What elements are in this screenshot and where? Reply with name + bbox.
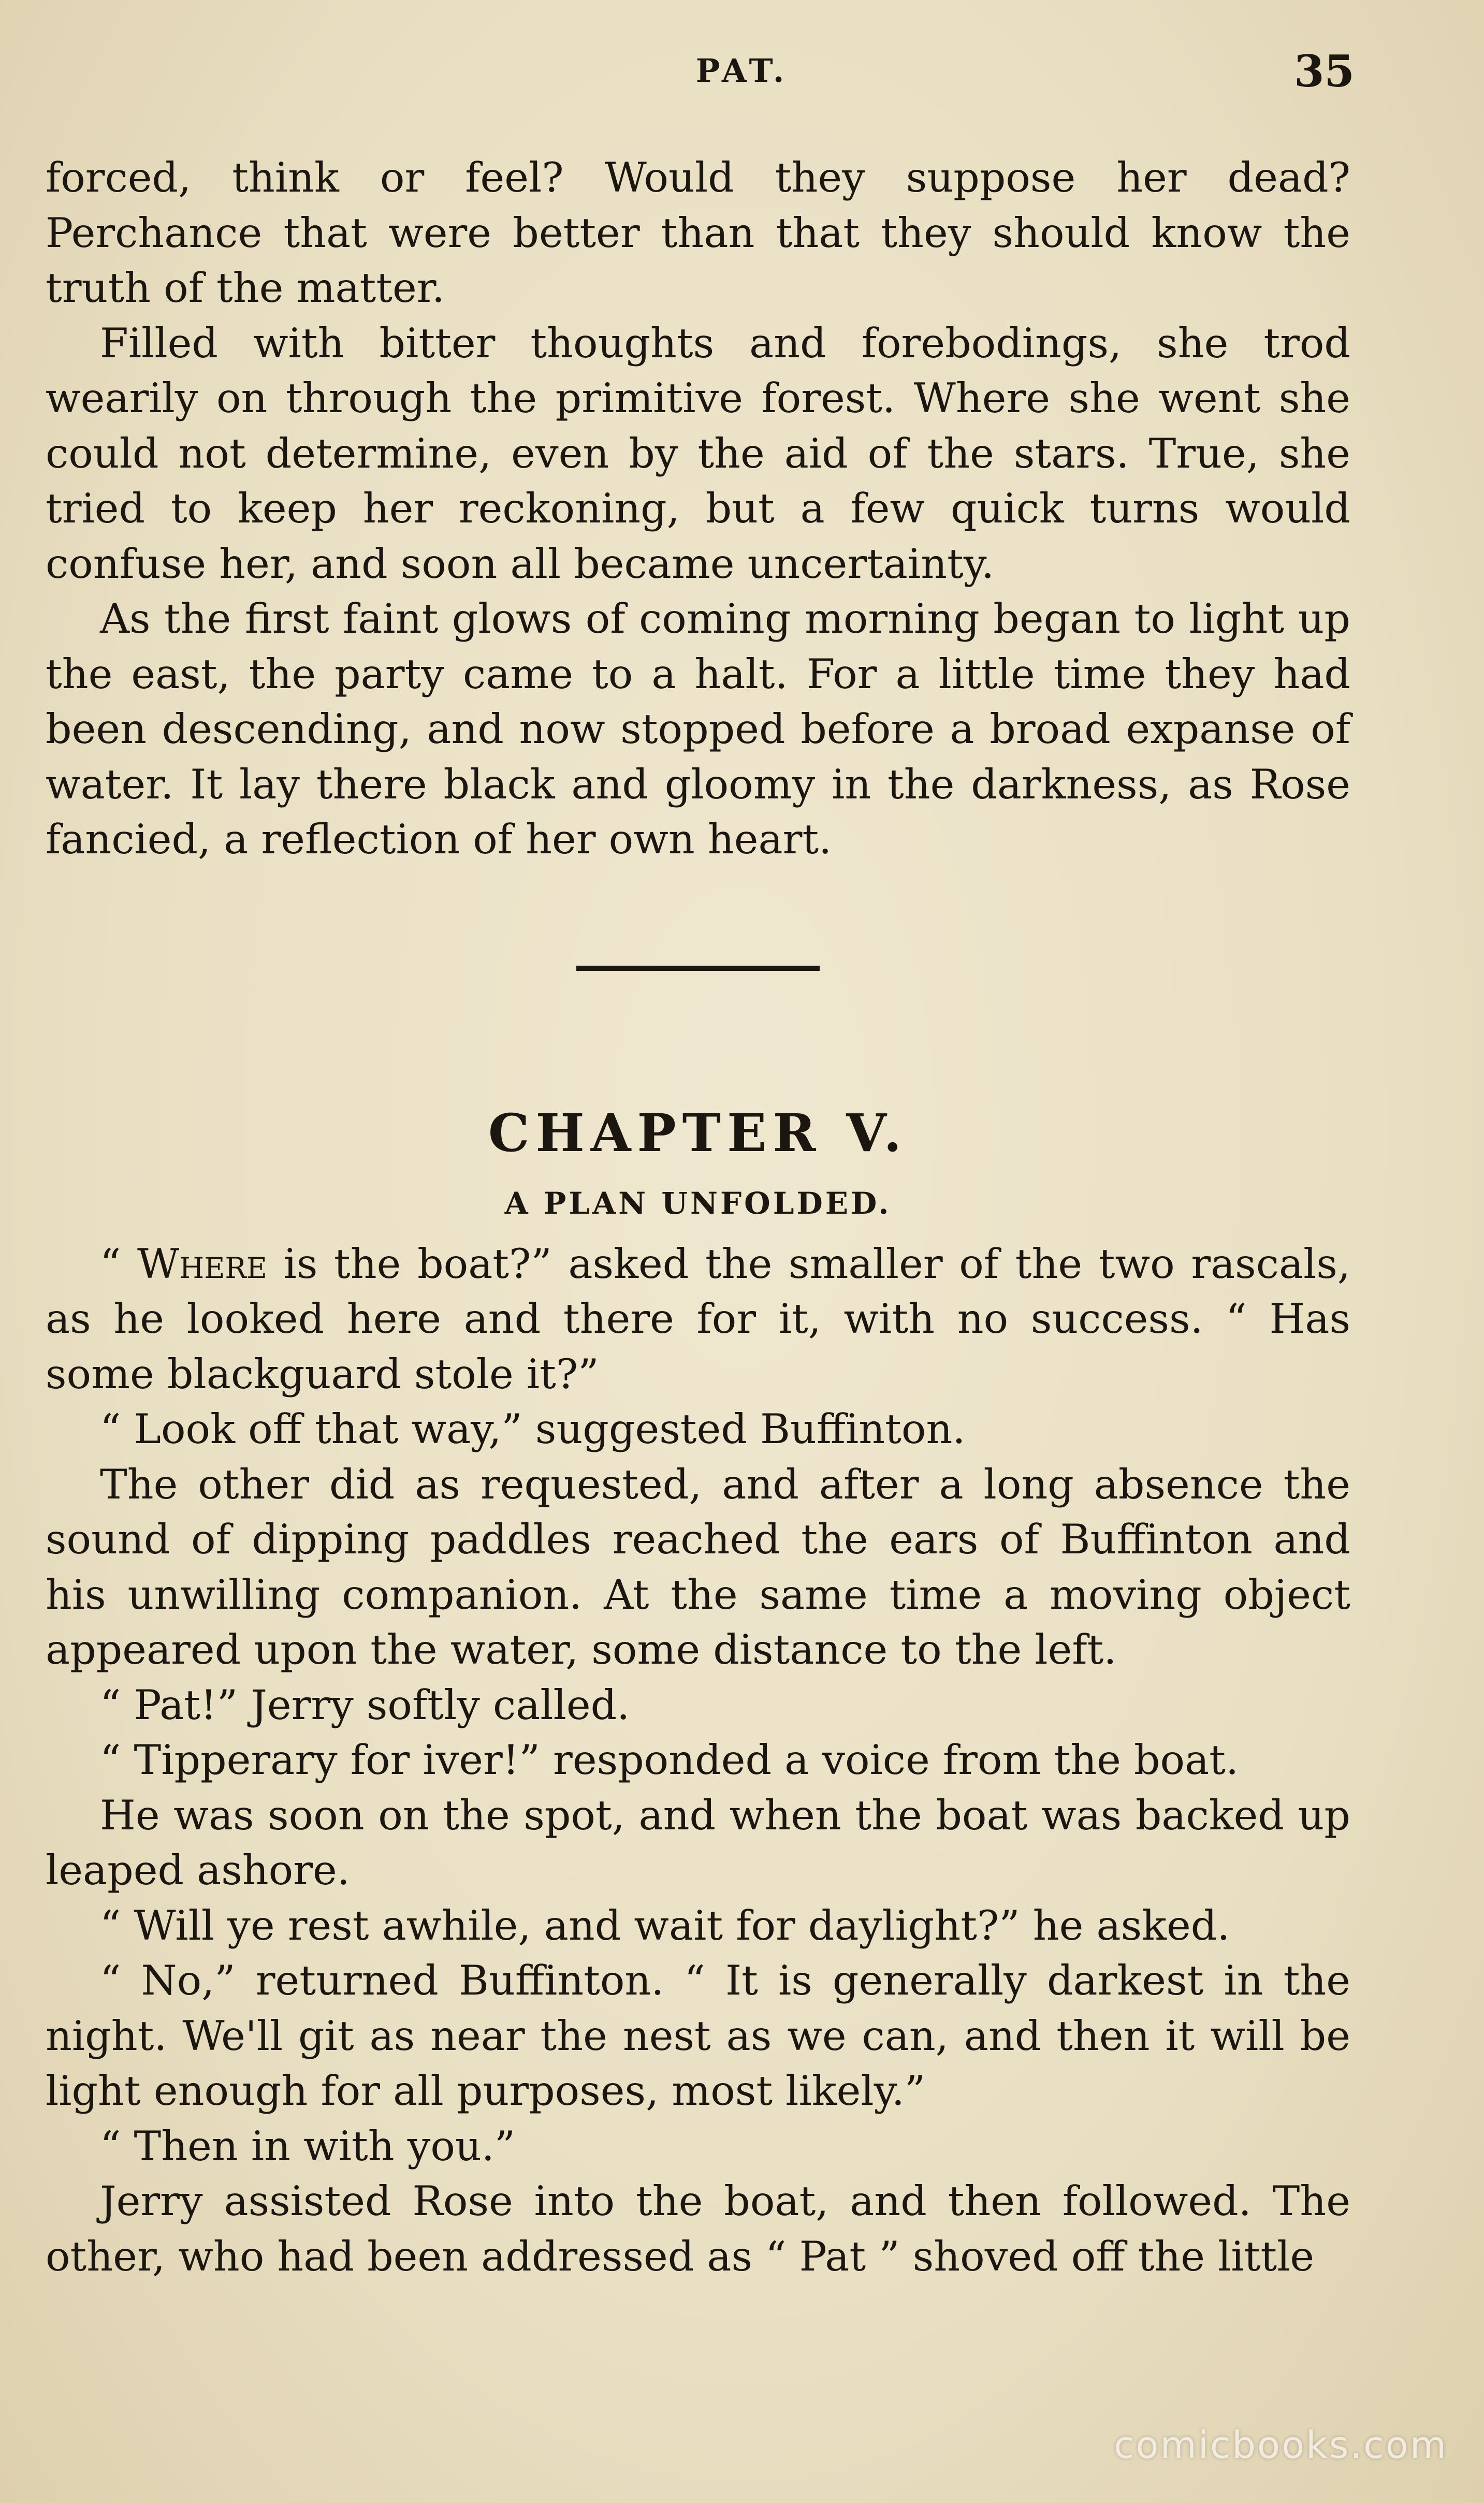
open-quote: “	[100, 1240, 138, 1288]
paragraph: “ Will ye rest awhile, and wait for daylight?” he asked.	[100, 1901, 1230, 1949]
running-title: PAT.	[695, 52, 789, 90]
paragraph: “ Then in with you.”	[100, 2122, 516, 2170]
paragraph: The other did as requested, and after a long absence the sound of dipping paddles reached the ears of Buffinton and his unwilling companion. At the same time a moving object appeared upon the water, some distance to the left.	[46, 1460, 1350, 1673]
chapter-subtitle: A PLAN UNFOLDED.	[504, 1186, 892, 1221]
paragraph: As the first faint glows of coming morning began to light up the east, the party came to a halt. For a little time they had been descending, and now stopped before a broad expanse of water. It lay there black and gloomy in the darkness, as Rose fancied, a reflection of her own heart.	[46, 595, 1350, 863]
paragraph: “ Pat!” Jerry softly called.	[100, 1681, 630, 1729]
watermark: comicbooks.com	[1113, 2423, 1448, 2467]
chapter-title: CHAPTER V.	[488, 1102, 908, 1163]
body-text	[46, 150, 1350, 2284]
paragraph: Jerry assisted Rose into the boat, and then followed. The other, who had been addressed as “ Pat ” shoved off the little	[46, 2177, 1350, 2280]
paragraph: Filled with bitter thoughts and forebodings, she trod wearily on through the primitive forest. Where she went she could not determine, even by the aid of the stars. True, she tried to keep her reckoning, but a few quick turns would confuse her, and soon all became uncertainty.	[46, 319, 1350, 588]
paragraph: “ Tipperary for iver!” responded a voice from the boat.	[100, 1736, 1239, 1784]
paragraph-continued: forced, think or feel? Would they suppose her dead? Perchance that were better than that they should know the truth of the matter.	[46, 154, 1350, 312]
paragraph: “ Look off that way,” suggested Buffinton.	[100, 1405, 966, 1453]
paragraph: “ No,” returned Buffinton. “ It is generally darkest in the night. We'll git as near the nest as we can, and then it will be light enough for all purposes, most likely.”	[46, 1957, 1350, 2115]
page-number: 35	[1294, 46, 1355, 97]
running-head	[0, 46, 1484, 109]
chapter-opening-paragraph	[46, 1236, 1350, 1402]
section-divider	[576, 966, 820, 971]
paragraph-rest: is the boat?” asked the smaller of the two rascals, as he looked here and there for it, with no success. “ Has some blackguard stole it?”	[46, 1240, 1350, 1398]
lead-word: Where	[137, 1240, 267, 1288]
paragraph: He was soon on the spot, and when the boat was backed up leaped ashore.	[46, 1791, 1350, 1894]
